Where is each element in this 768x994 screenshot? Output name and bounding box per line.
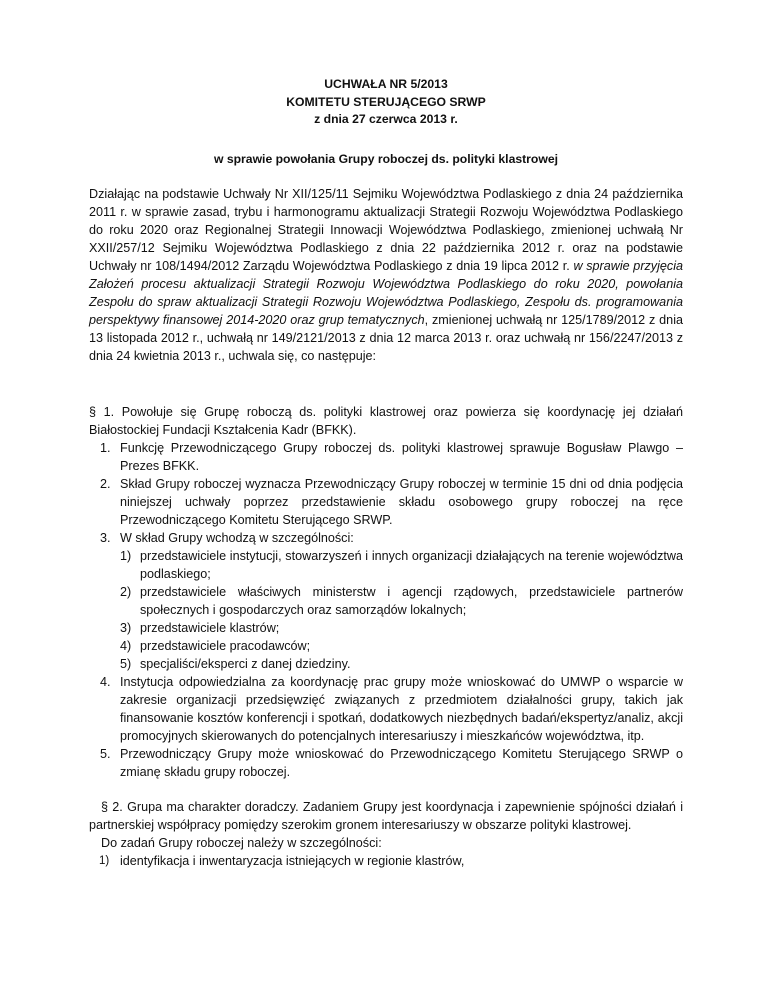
duty-text: identyfikacja i inwentaryzacja istniejących w regionie klastrów, [120, 853, 465, 868]
list-item [100, 529, 683, 547]
sub-list-item [120, 583, 683, 619]
sub-list-number: 5) [120, 656, 132, 671]
section-2-paragraph: § 2. Grupa ma charakter doradczy. Zadaniem Grupy jest koordynacja i zapewnienie spójności działań i partnerskiej współpracy pomiędzy szerokim gronem interesariuszy w obszarze polityki klastrowej. [89, 799, 683, 832]
list-number: 2. [100, 476, 111, 491]
title-line-number: UCHWAŁA NR 5/2013 [324, 77, 448, 91]
sub-list-text: przedstawiciele właściwych ministerstw i agencji rządowych, przedstawiciele partnerów społecznych i gospodarczych oraz samorządów lokalnych; [140, 584, 683, 617]
list-text: Przewodniczący Grupy może wnioskować do Przewodniczącego Komitetu Sterującego SRWP o zmianę składu grupy roboczej. [120, 746, 683, 779]
section-1-paragraph: § 1. Powołuje się Grupę roboczą ds. polityki klastrowej oraz powierza się koordynację jej działań Białostockiej Fundacji Kształcenia Kadr (BFKK). [89, 404, 683, 437]
list-text: W skład Grupy wchodzą w szczególności: [120, 530, 354, 545]
intro-italic-text: w sprawie przyjęcia Założeń procesu aktualizacji Strategii Rozwoju Województwa Podlaskiego do roku 2020, powołania Zespołu do spraw aktualizacji Strategii Rozwoju Województwa Podlaskiego, Zespołu ds. programowania perspektywy finansowej 2014-2020 oraz grup tematycznych [89, 258, 684, 327]
list-item [100, 475, 683, 529]
list-text: Funkcję Przewodniczącego Grupy roboczej ds. polityki klastrowej sprawuje Bogusław Plawgo – Prezes BFKK. [120, 440, 683, 473]
list-item [100, 745, 683, 781]
title-line-date: z dnia 27 czerwca 2013 r. [314, 112, 458, 126]
list-number: 3. [100, 530, 111, 545]
document-page [89, 76, 683, 870]
resolution-title [89, 76, 683, 129]
sub-list-item [120, 547, 683, 583]
intro-paragraph [89, 185, 683, 365]
list-item [100, 673, 683, 745]
sub-list-number: 1) [120, 548, 132, 563]
sub-list-number: 3) [120, 620, 132, 635]
duty-item [99, 852, 683, 870]
list-item [100, 439, 683, 475]
intro-text-1: Działając na podstawie Uchwały Nr XII/125/11 Sejmiku Województwa Podlaskiego z dnia 24 października 2011 r. w sprawie zasad, trybu i harmonogramu aktualizacji Strategii Rozwoju Województwa Podlaskiego do roku 2020 oraz Regionalnej Strategii Innowacji Województwa Podlaskiego, zmienionej uchwałą Nr XXII/257/12 Sejmiku Województwa Podlaskiego z dnia 22 października 2012 r. oraz na podstawie Uchwały nr 108/1494/2012 Zarządu Województwa Podlaskiego z dnia 19 lipca 2012 r. [89, 186, 683, 273]
intro-text-2: , zmienionej uchwałą nr 125/1789/2012 z dnia 13 listopada 2012 r., uchwałą nr 149/2121/2013 z dnia 12 marca 2013 r. oraz uchwałą nr 156/2247/2013 z dnia 24 kwietnia 2013 r., uchwala się, co następuje: [89, 312, 683, 363]
sub-list-number: 4) [120, 638, 132, 653]
sub-list-text: przedstawiciele klastrów; [140, 620, 280, 635]
sub-list-item [120, 655, 683, 673]
sub-list-number: 2) [120, 584, 132, 599]
title-line-committee: KOMITETU STERUJĄCEGO SRWP [286, 94, 486, 109]
list-number: 4. [100, 674, 111, 689]
list-number: 1. [100, 440, 111, 455]
sub-list-item [120, 619, 683, 637]
sub-list-text: przedstawiciele pracodawców; [140, 638, 311, 653]
sub-list-text: specjaliści/eksperci z danej dziedziny. [140, 656, 351, 671]
sub-list-text: przedstawiciele instytucji, stowarzyszeń i innych organizacji działających na terenie województwa podlaskiego; [140, 548, 683, 581]
list-text: Instytucja odpowiedzialna za koordynację prac grupy może wnioskować do UMWP o wsparcie w zakresie organizacji przedsięwzięć związanych z przedmiotem działalności grupy, takich jak finansowanie kosztów konferencji i spotkań, dodatkowych niezbędnych badań/ekspertyz/analiz, akcji promocyjnych skierowanych do potencjalnych interesariuszy i mieszkańców województwa, itp. [120, 674, 683, 743]
duties-intro: Do zadań Grupy roboczej należy w szczególności: [101, 835, 382, 850]
duty-number: 1) [99, 854, 110, 867]
resolution-subject: w sprawie powołania Grupy roboczej ds. polityki klastrowej [213, 151, 559, 166]
list-text: Skład Grupy roboczej wyznacza Przewodniczący Grupy roboczej w terminie 15 dni od dnia podjęcia niniejszej uchwały poprzez przedstawienie składu osobowego grupy roboczej na ręce Przewodniczącego Komitetu Sterującego SRWP. [120, 476, 683, 527]
list-number: 5. [100, 746, 111, 761]
sub-list-item [120, 637, 683, 655]
